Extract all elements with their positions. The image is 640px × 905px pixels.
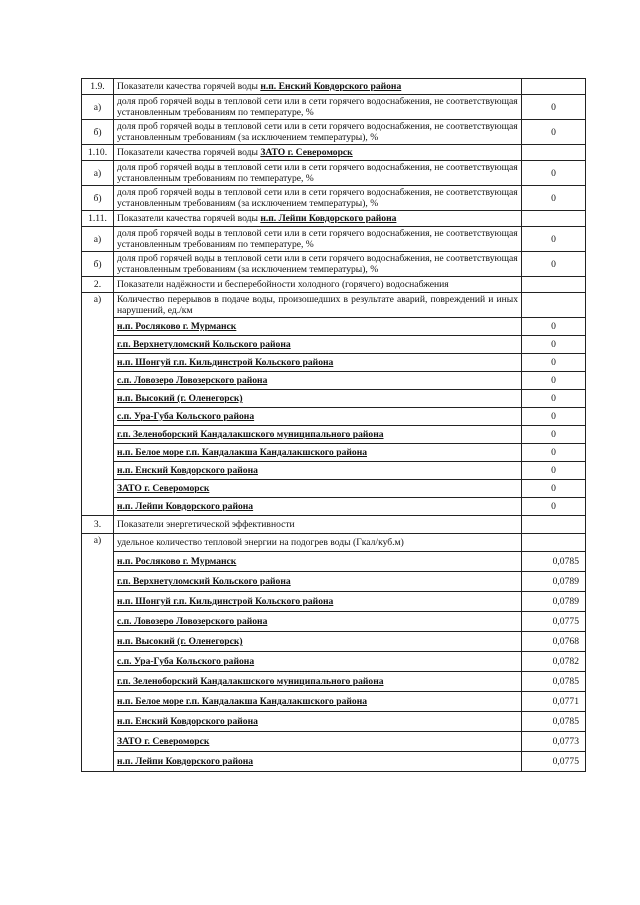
row-value: 0,0789: [522, 592, 586, 612]
row-number: а): [82, 534, 114, 772]
table-row: [82, 752, 586, 772]
table-row: [82, 79, 586, 95]
row-number: а): [82, 227, 114, 252]
row-value: [522, 293, 586, 318]
table-row: [82, 408, 586, 426]
place-name: ЗАТО г. Североморск: [260, 147, 353, 158]
row-number: 1.9.: [82, 79, 114, 95]
row-value: 0: [522, 120, 586, 145]
row-value: 0,0789: [522, 572, 586, 592]
row-value: 0: [522, 498, 586, 516]
table-row: [82, 632, 586, 652]
table-row: [82, 277, 586, 293]
row-description: Количество перерывов в подаче воды, произошедших в результате аварий, повреждений и иных нарушений, ед./км: [114, 293, 522, 318]
place-name: н.п. Лейпи Ковдорского района: [260, 213, 397, 224]
row-value: 0: [522, 336, 586, 354]
table-row: [82, 120, 586, 145]
place-name: н.п. Росляково г. Мурманск: [114, 318, 522, 336]
indicators-table: [81, 78, 586, 772]
table-row: [82, 444, 586, 462]
row-number: б): [82, 186, 114, 211]
row-value: [522, 79, 586, 95]
place-name: г.п. Верхнетуломский Кольского района: [114, 336, 522, 354]
row-description: Показатели качества горячей воды н.п. Енский Ковдорского района: [114, 79, 522, 95]
place-name: ЗАТО г. Североморск: [114, 480, 522, 498]
table-row: [82, 652, 586, 672]
place-name: г.п. Верхнетуломский Кольского района: [114, 572, 522, 592]
table-row: [82, 552, 586, 572]
table-row: [82, 426, 586, 444]
table-row: [82, 672, 586, 692]
row-description: Показатели качества горячей воды ЗАТО г. Североморск: [114, 145, 522, 161]
table-row: [82, 516, 586, 534]
row-value: 0: [522, 408, 586, 426]
row-value: [522, 277, 586, 293]
place-name: н.п. Лейпи Ковдорского района: [114, 752, 522, 772]
table-row: [82, 534, 586, 552]
row-value: 0: [522, 390, 586, 408]
row-number: 2.: [82, 277, 114, 293]
row-description: доля проб горячей воды в тепловой сети или в сети горячего водоснабжения, не соответствующая установленным требованиям (за исключением температуры), %: [114, 186, 522, 211]
row-value: 0,0785: [522, 672, 586, 692]
row-value: 0,0775: [522, 612, 586, 632]
row-value: 0,0773: [522, 732, 586, 752]
table-row: [82, 462, 586, 480]
table-row: [82, 712, 586, 732]
place-name: н.п. Шонгуй г.п. Кильдинстрой Кольского района: [114, 354, 522, 372]
row-value: 0: [522, 372, 586, 390]
place-name: г.п. Зеленоборский Кандалакшского муниципального района: [114, 672, 522, 692]
table-row: [82, 318, 586, 336]
place-name: г.п. Зеленоборский Кандалакшского муниципального района: [114, 426, 522, 444]
place-name: с.п. Ловозеро Ловозерского района: [114, 612, 522, 632]
place-name: н.п. Белое море г.п. Кандалакша Кандалакшского района: [114, 692, 522, 712]
table-row: [82, 612, 586, 632]
place-name: н.п. Высокий (г. Оленегорск): [114, 390, 522, 408]
row-value: [522, 211, 586, 227]
table-row: [82, 498, 586, 516]
place-name: н.п. Енский Ковдорского района: [114, 462, 522, 480]
row-value: 0: [522, 480, 586, 498]
place-name: с.п. Ура-Губа Кольского района: [114, 408, 522, 426]
row-value: 0: [522, 354, 586, 372]
table-row: [82, 336, 586, 354]
row-value: 0: [522, 318, 586, 336]
row-value: 0: [522, 444, 586, 462]
table-row: [82, 95, 586, 120]
table-row: [82, 293, 586, 318]
row-description: доля проб горячей воды в тепловой сети или в сети горячего водоснабжения, не соответствующая установленным требованиям по температуре, %: [114, 227, 522, 252]
table-row: [82, 572, 586, 592]
row-number: б): [82, 252, 114, 277]
row-value: [522, 145, 586, 161]
table-row: [82, 145, 586, 161]
row-value: 0,0775: [522, 752, 586, 772]
row-number: 1.11.: [82, 211, 114, 227]
row-description: удельное количество тепловой энергии на подогрев воды (Гкал/куб.м): [114, 534, 522, 552]
table-row: [82, 354, 586, 372]
place-name: н.п. Енский Ковдорского района: [114, 712, 522, 732]
row-value: 0: [522, 161, 586, 186]
table-row: [82, 227, 586, 252]
row-number: 1.10.: [82, 145, 114, 161]
place-name: н.п. Белое море г.п. Кандалакша Кандалакшского района: [114, 444, 522, 462]
table-row: [82, 480, 586, 498]
row-number: а): [82, 95, 114, 120]
row-number: 3.: [82, 516, 114, 534]
row-number: а): [82, 293, 114, 516]
table-row: [82, 372, 586, 390]
row-value: 0: [522, 186, 586, 211]
table-row: [82, 732, 586, 752]
table-row: [82, 186, 586, 211]
row-value: 0,0771: [522, 692, 586, 712]
row-description: Показатели надёжности и бесперебойности холодного (горячего) водоснабжения: [114, 277, 522, 293]
row-description: доля проб горячей воды в тепловой сети или в сети горячего водоснабжения, не соответствующая установленным требованиям по температуре, %: [114, 161, 522, 186]
row-description: доля проб горячей воды в тепловой сети или в сети горячего водоснабжения, не соответствующая установленным требованиям (за исключением температуры), %: [114, 120, 522, 145]
row-value: 0,0768: [522, 632, 586, 652]
row-description: доля проб горячей воды в тепловой сети или в сети горячего водоснабжения, не соответствующая установленным требованиям по температуре, %: [114, 95, 522, 120]
row-number: а): [82, 161, 114, 186]
place-name: с.п. Ура-Губа Кольского района: [114, 652, 522, 672]
row-value: 0: [522, 252, 586, 277]
row-description: Показатели энергетической эффективности: [114, 516, 522, 534]
row-value: 0: [522, 227, 586, 252]
place-name: с.п. Ловозеро Ловозерского района: [114, 372, 522, 390]
table-row: [82, 252, 586, 277]
place-name: н.п. Енский Ковдорского района: [260, 81, 402, 92]
place-name: н.п. Шонгуй г.п. Кильдинстрой Кольского района: [114, 592, 522, 612]
row-value: 0,0785: [522, 552, 586, 572]
place-name: н.п. Лейпи Ковдорского района: [114, 498, 522, 516]
row-value: 0,0782: [522, 652, 586, 672]
place-name: н.п. Высокий (г. Оленегорск): [114, 632, 522, 652]
place-name: ЗАТО г. Североморск: [114, 732, 522, 752]
table-row: [82, 211, 586, 227]
row-number: б): [82, 120, 114, 145]
row-description: доля проб горячей воды в тепловой сети или в сети горячего водоснабжения, не соответствующая установленным требованиям (за исключением температуры), %: [114, 252, 522, 277]
table-row: [82, 161, 586, 186]
row-value: 0: [522, 426, 586, 444]
row-value: 0: [522, 95, 586, 120]
table-row: [82, 390, 586, 408]
row-description: Показатели качества горячей воды н.п. Лейпи Ковдорского района: [114, 211, 522, 227]
row-value: 0,0785: [522, 712, 586, 732]
table-row: [82, 592, 586, 612]
table-row: [82, 692, 586, 712]
row-value: 0: [522, 462, 586, 480]
place-name: н.п. Росляково г. Мурманск: [114, 552, 522, 572]
